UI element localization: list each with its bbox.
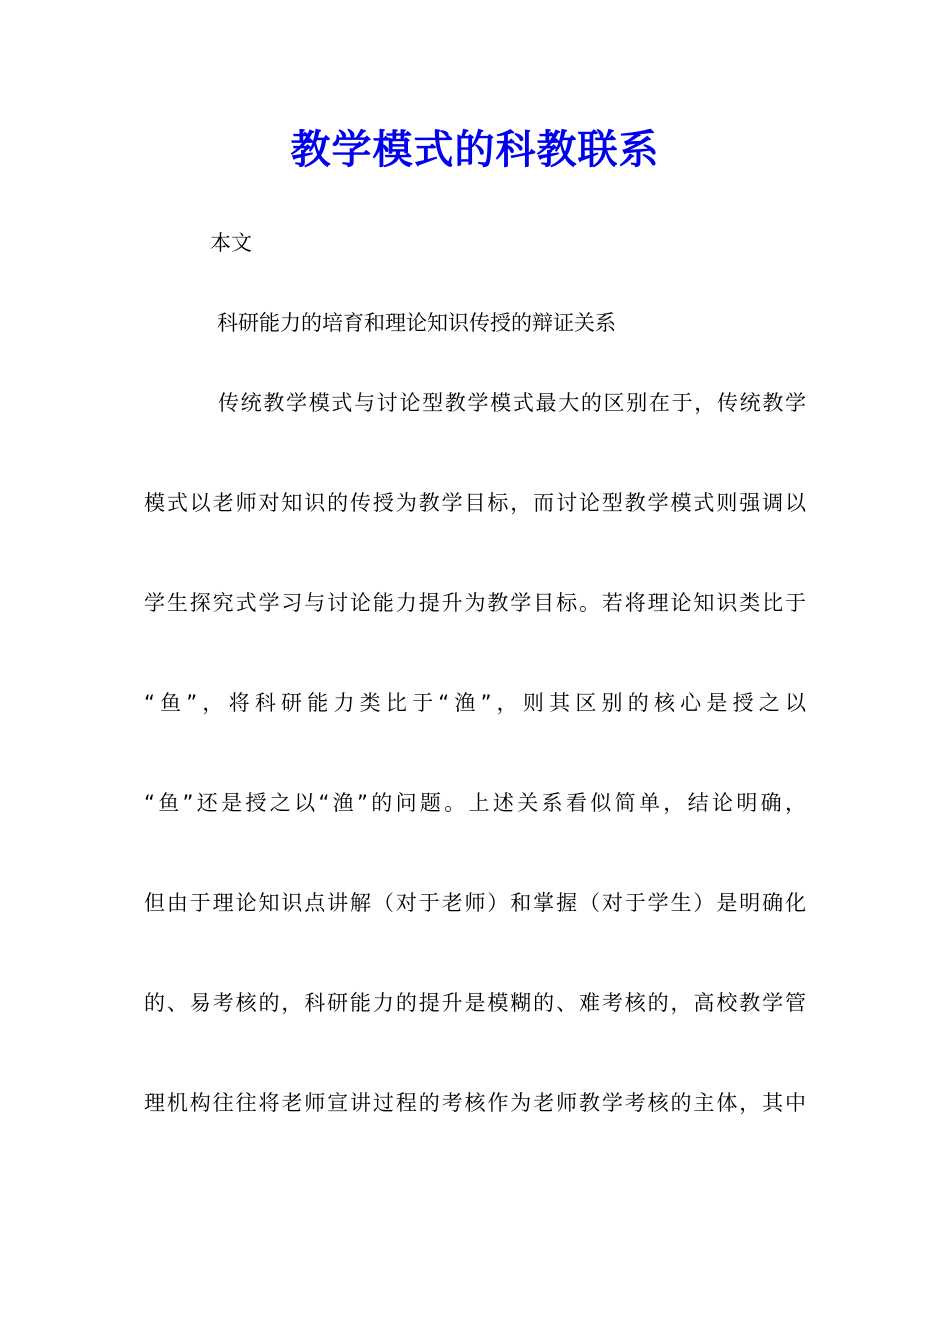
paragraph-line: 的、易考核的，科研能力的提升是模糊的、难考核的，高校教学管 (144, 991, 806, 1015)
paragraph-line: “鱼”还是授之以“渔”的问题。上述关系看似简单，结论明确， (144, 791, 806, 815)
paragraph-line: 学生探究式学习与讨论能力提升为教学目标。若将理论知识类比于 (144, 591, 806, 615)
section-heading: 科研能力的培育和理论知识传授的辩证关系 (217, 311, 616, 335)
document-title: 教学模式的科教联系 (290, 126, 660, 173)
body-paragraph (144, 388, 806, 1188)
intro-label: 本文 (210, 231, 252, 255)
paragraph-line: 理机构往往将老师宣讲过程的考核作为老师教学考核的主体，其中 (144, 1091, 806, 1115)
paragraph-line: 但由于理论知识点讲解（对于老师）和掌握（对于学生）是明确化 (144, 891, 806, 915)
paragraph-line: 传统教学模式与讨论型教学模式最大的区别在于，传统教学 (218, 391, 806, 415)
paragraph-line: “鱼”，将科研能力类比于“渔”，则其区别的核心是授之以 (144, 691, 806, 715)
paragraph-line: 模式以老师对知识的传授为教学目标，而讨论型教学模式则强调以 (144, 491, 806, 515)
